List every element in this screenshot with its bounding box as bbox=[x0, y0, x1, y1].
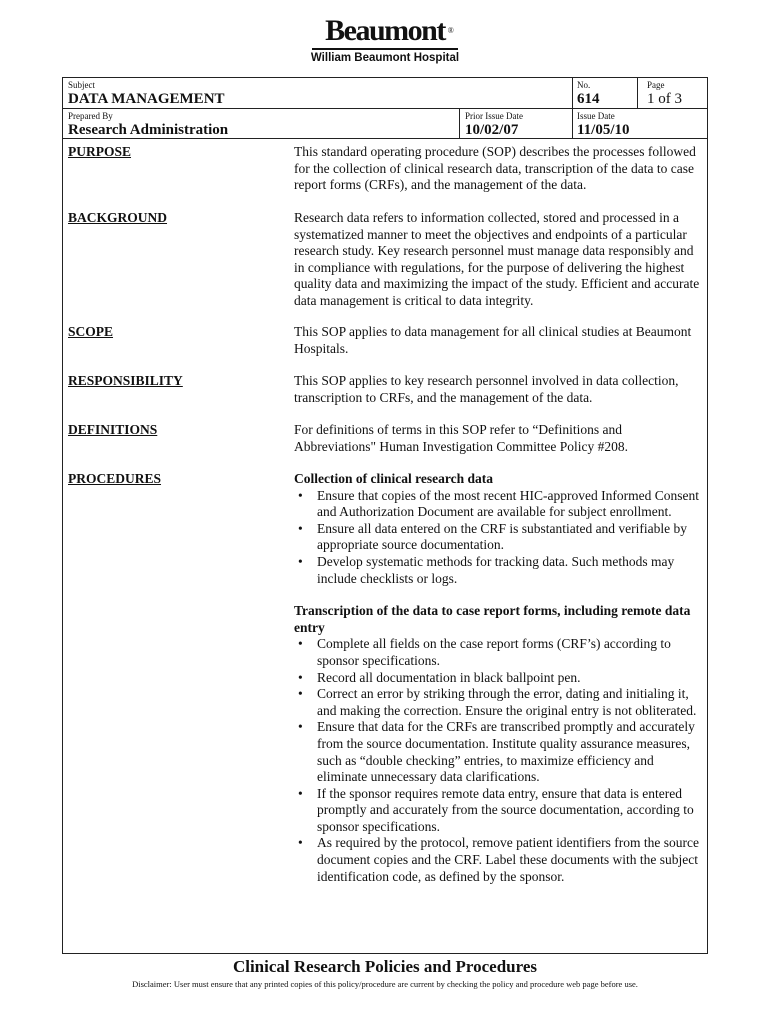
list-item: • Ensure all data entered on the CRF is substantiated and verifiable by appropriate source documentation. bbox=[294, 521, 702, 554]
list-item: • As required by the protocol, remove patient identifiers from the source document copies and the CRF. Label these documents with the subject identification code, as defined by the sponsor. bbox=[294, 835, 702, 885]
document-frame bbox=[62, 77, 708, 954]
prepared-by-value: Research Administration bbox=[68, 122, 229, 138]
issue-date-label: Issue Date bbox=[577, 111, 615, 121]
divider bbox=[572, 78, 573, 108]
list-item: • Ensure that data for the CRFs are transcribed promptly and accurately from the source documentation. Institute quality assurance measures, such as “double checking” entries, to maximize efficiency and eliminate unnecessary data clarifications. bbox=[294, 719, 702, 785]
subject-value: DATA MANAGEMENT bbox=[68, 91, 225, 107]
list-item: • Ensure that copies of the most recent HIC-approved Informed Consent and Authorization Document are available for subject enrollment. bbox=[294, 488, 702, 521]
transcription-subheading: Transcription of the data to case report forms, including remote data entry bbox=[294, 603, 691, 635]
list-item: • Complete all fields on the case report forms (CRF’s) according to sponsor specifications. bbox=[294, 636, 702, 669]
purpose-heading: PURPOSE bbox=[68, 144, 132, 159]
prior-issue-date-value: 10/02/07 bbox=[465, 122, 519, 138]
background-text: Research data refers to information collected, stored and processed in a systematized manner to meet the objectives and endpoints of a particular research study. Key research personnel must manage data responsibly and in compliance with regulations, for the purpose of delivering the highest quality data and maximizing the impact of the study. Efficient and accurate data management is critical to data integrity. bbox=[294, 210, 700, 308]
divider bbox=[637, 78, 638, 108]
divider bbox=[459, 109, 460, 138]
logo-text: Beaumont bbox=[325, 14, 445, 47]
list-item: • Correct an error by striking through the error, dating and initialing it, and making the correction. Ensure the original entry is not obliterated. bbox=[294, 686, 702, 719]
purpose-text: This standard operating procedure (SOP) describes the processes followed for the collection of clinical research data, transcription of the data to case report forms (CRFs), and the management of the data. bbox=[294, 144, 696, 193]
divider bbox=[572, 109, 573, 138]
background-heading: BACKGROUND bbox=[68, 210, 168, 225]
beaumont-logo bbox=[0, 16, 770, 64]
prepared-by-label: Prepared By bbox=[68, 111, 113, 121]
definitions-text: For definitions of terms in this SOP refer to “Definitions and Abbreviations" Human Investigation Committee Policy #208. bbox=[294, 422, 628, 454]
page-label: Page bbox=[647, 80, 665, 90]
logo-wordmark bbox=[325, 14, 454, 47]
logo-rule bbox=[312, 48, 458, 50]
registered-mark: ® bbox=[447, 26, 454, 35]
scope-text: This SOP applies to data management for all clinical studies at Beaumont Hospitals. bbox=[294, 324, 692, 356]
list-item: • If the sponsor requires remote data entry, ensure that data is entered promptly and accurately from the source documentation, according to sponsor specifications. bbox=[294, 786, 702, 836]
collection-list bbox=[294, 488, 702, 588]
header-row-prepared bbox=[63, 109, 707, 139]
responsibility-heading: RESPONSIBILITY bbox=[68, 373, 183, 388]
subject-label: Subject bbox=[68, 80, 95, 90]
issue-date-value: 11/05/10 bbox=[577, 122, 630, 138]
hospital-name: William Beaumont Hospital bbox=[310, 52, 460, 64]
scope-heading: SCOPE bbox=[68, 324, 114, 339]
procedures-heading: PROCEDURES bbox=[68, 471, 162, 486]
transcription-list bbox=[294, 636, 702, 885]
list-item: • Record all documentation in black ballpoint pen. bbox=[294, 670, 702, 687]
header-row-subject bbox=[63, 78, 707, 109]
number-value: 614 bbox=[577, 91, 600, 107]
procedures-body bbox=[294, 471, 702, 885]
number-label: No. bbox=[577, 80, 591, 90]
footer-disclaimer: Disclaimer: User must ensure that any printed copies of this policy/procedure are current by checking the policy and procedure web page before use. bbox=[132, 979, 638, 989]
collection-subheading: Collection of clinical research data bbox=[294, 471, 493, 486]
page-value: 1 of 3 bbox=[647, 91, 682, 107]
responsibility-text: This SOP applies to key research personnel involved in data collection, transcription to CRFs, and the management of the data. bbox=[294, 373, 679, 405]
footer-title: Clinical Research Policies and Procedures bbox=[232, 957, 538, 976]
prior-issue-date-label: Prior Issue Date bbox=[465, 111, 523, 121]
list-item: • Develop systematic methods for tracking data. Such methods may include checklists or logs. bbox=[294, 554, 702, 587]
definitions-heading: DEFINITIONS bbox=[68, 422, 158, 437]
